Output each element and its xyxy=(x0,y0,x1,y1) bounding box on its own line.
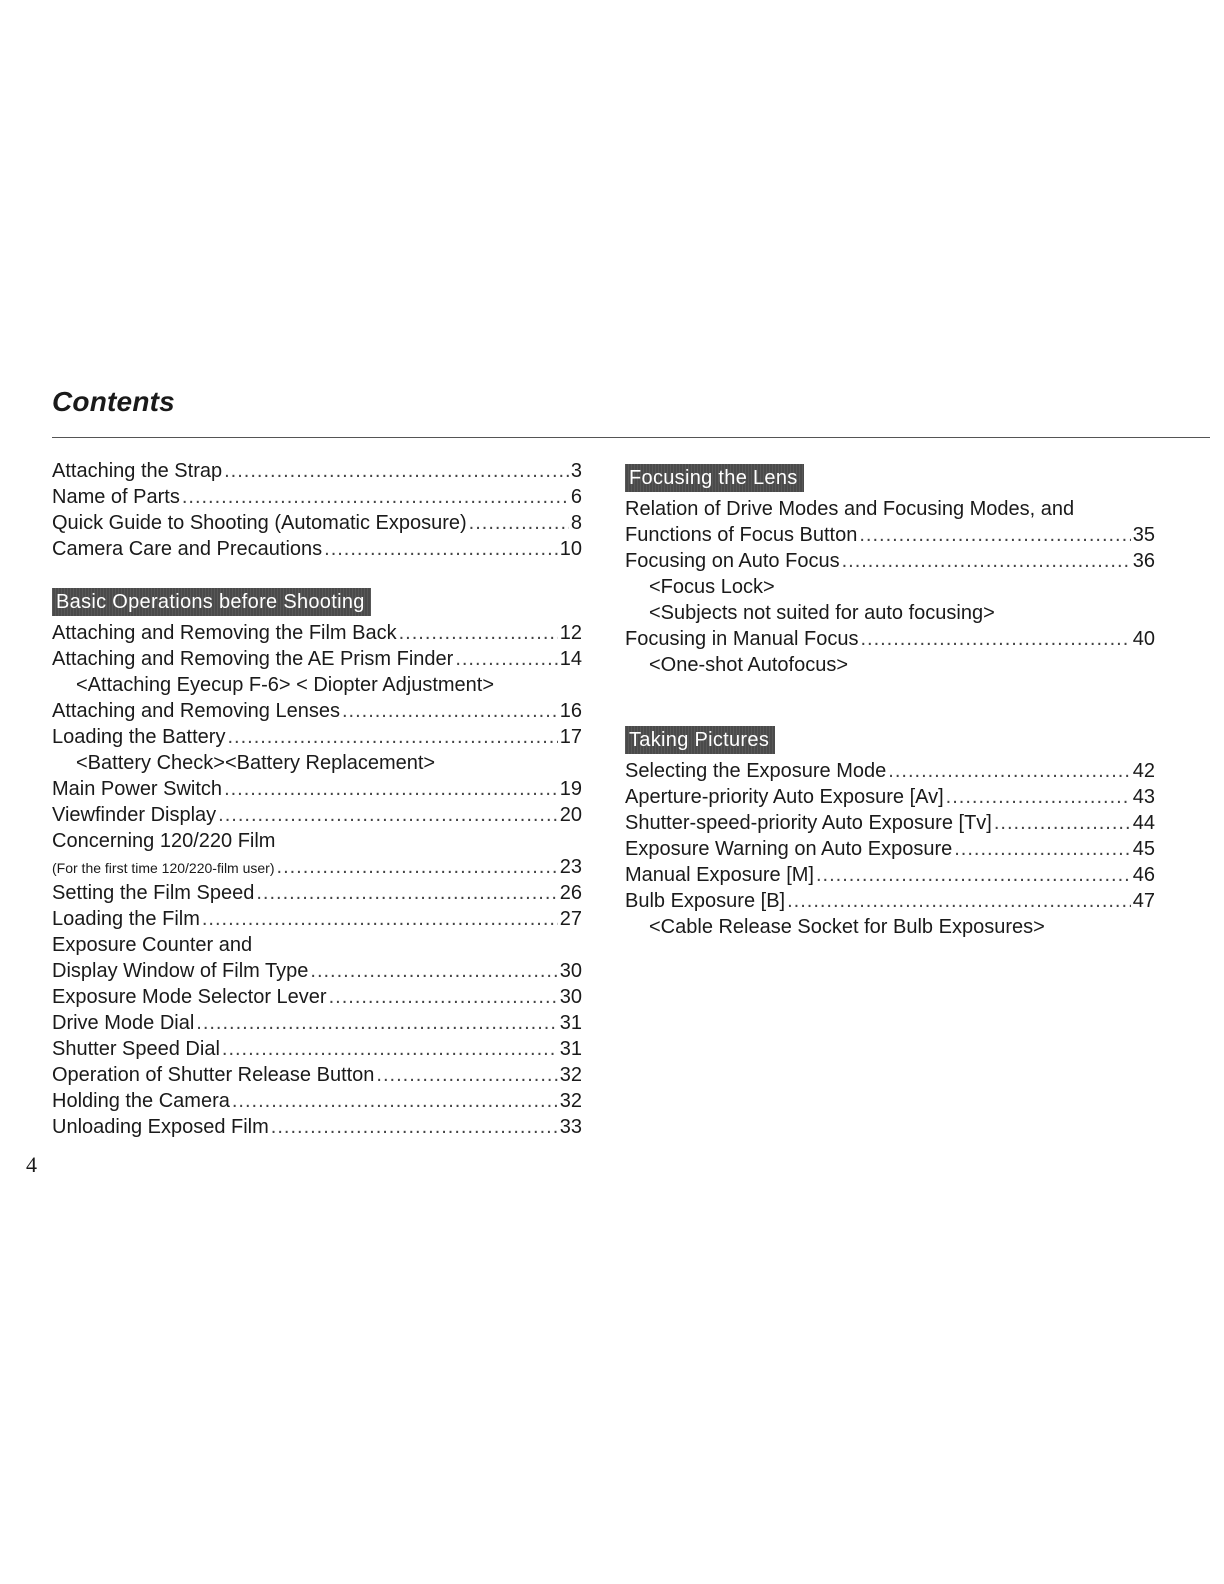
toc-entry-page: 32 xyxy=(559,1064,582,1086)
toc-entry[interactable] xyxy=(52,698,582,724)
toc-entry[interactable] xyxy=(625,836,1155,862)
toc-entry-page: 31 xyxy=(559,1038,582,1060)
toc-leader-dots xyxy=(946,784,1131,810)
toc-entry-page: 42 xyxy=(1132,760,1155,782)
page-number: 4 xyxy=(26,1152,37,1177)
page-title: Contents xyxy=(52,386,175,417)
toc-entry-page: 43 xyxy=(1132,786,1155,808)
toc-entry-page: 30 xyxy=(559,960,582,982)
section-heading-focusing: Focusing the Lens xyxy=(625,464,804,492)
toc-entry-title: Attaching and Removing the AE Prism Finder xyxy=(52,648,454,670)
toc-entry-title: Functions of Focus Button xyxy=(625,524,858,546)
toc-subentry: <One-shot Autofocus> xyxy=(649,654,849,676)
toc-leader-dots xyxy=(329,984,558,1010)
toc-entry[interactable] xyxy=(625,810,1155,836)
toc-entry-page: 16 xyxy=(559,700,582,722)
toc-entry[interactable] xyxy=(52,1036,582,1062)
toc-leader-dots xyxy=(277,854,558,880)
section-heading-taking-pictures: Taking Pictures xyxy=(625,726,775,754)
toc-entry[interactable] xyxy=(625,758,1155,784)
toc-entry-page: 44 xyxy=(1132,812,1155,834)
toc-entry-title: Loading the Film xyxy=(52,908,200,930)
toc-subentry: <Focus Lock> xyxy=(649,576,775,598)
toc-entry-title: Focusing in Manual Focus xyxy=(625,628,859,650)
toc-entry-title: Attaching the Strap xyxy=(52,460,223,482)
toc-leader-dots xyxy=(469,510,569,536)
toc-leader-dots xyxy=(888,758,1130,784)
toc-entry-title: Viewfinder Display xyxy=(52,804,217,826)
section-heading-basic-operations: Basic Operations before Shooting xyxy=(52,588,371,616)
toc-entry-title: Attaching and Removing the Film Back xyxy=(52,622,397,644)
toc-leader-dots xyxy=(399,620,558,646)
toc-leader-dots xyxy=(224,776,558,802)
toc-entry-heading: Concerning 120/220 Film xyxy=(52,830,276,852)
toc-entry[interactable] xyxy=(625,522,1155,548)
toc-leader-dots xyxy=(342,698,558,724)
toc-entry-title: Unloading Exposed Film xyxy=(52,1116,269,1138)
toc-entry-page: 6 xyxy=(570,486,582,508)
toc-entry[interactable] xyxy=(52,1010,582,1036)
toc-entry-title: Exposure Mode Selector Lever xyxy=(52,986,327,1008)
toc-entry[interactable] xyxy=(52,984,582,1010)
toc-entry-title: Attaching and Removing Lenses xyxy=(52,700,340,722)
toc-entry-page: 12 xyxy=(559,622,582,644)
toc-leader-dots xyxy=(954,836,1131,862)
toc-entry[interactable] xyxy=(52,802,582,828)
toc-entry-title: Loading the Battery xyxy=(52,726,226,748)
toc-entry-title: Manual Exposure [M] xyxy=(625,864,814,886)
toc-entry[interactable] xyxy=(52,958,582,984)
toc-entry-title: Focusing on Auto Focus xyxy=(625,550,840,572)
toc-leader-dots xyxy=(994,810,1131,836)
toc-entry-page: 32 xyxy=(559,1090,582,1112)
toc-entry-title: Quick Guide to Shooting (Automatic Exposure) xyxy=(52,512,467,534)
toc-entry[interactable] xyxy=(52,646,582,672)
toc-entry-page: 23 xyxy=(559,856,582,878)
toc-entry[interactable] xyxy=(52,620,582,646)
toc-entry-title: Display Window of Film Type xyxy=(52,960,309,982)
toc-entry-page: 19 xyxy=(559,778,582,800)
toc-entry-title: Shutter Speed Dial xyxy=(52,1038,220,1060)
toc-leader-dots xyxy=(222,1036,558,1062)
toc-entry-title: Operation of Shutter Release Button xyxy=(52,1064,375,1086)
toc-entry-page: 14 xyxy=(559,648,582,670)
toc-entry-title: Exposure Warning on Auto Exposure xyxy=(625,838,953,860)
title-divider xyxy=(52,437,1210,438)
toc-entry-page: 40 xyxy=(1132,628,1155,650)
toc-entry-page: 30 xyxy=(559,986,582,1008)
toc-entry[interactable] xyxy=(52,536,582,562)
toc-leader-dots xyxy=(310,958,557,984)
toc-entry-title: (For the first time 120/220-film user) xyxy=(52,860,275,876)
toc-entry-title: Name of Parts xyxy=(52,486,180,508)
toc-entry[interactable] xyxy=(52,1114,582,1140)
toc-entry[interactable] xyxy=(52,1062,582,1088)
toc-entry-title: Setting the Film Speed xyxy=(52,882,255,904)
toc-entry[interactable] xyxy=(625,548,1155,574)
toc-leader-dots xyxy=(816,862,1131,888)
toc-leader-dots xyxy=(182,484,569,510)
toc-leader-dots xyxy=(232,1088,558,1114)
toc-subentry: <Attaching Eyecup F-6> < Diopter Adjustment> xyxy=(76,674,495,696)
toc-subentry: <Cable Release Socket for Bulb Exposures> xyxy=(649,916,1045,938)
toc-entry-page: 26 xyxy=(559,882,582,904)
toc-leader-dots xyxy=(271,1114,558,1140)
toc-entry-page: 45 xyxy=(1132,838,1155,860)
toc-leader-dots xyxy=(224,458,569,484)
toc-entry-page: 46 xyxy=(1132,864,1155,886)
toc-entry-page: 35 xyxy=(1132,524,1155,546)
toc-entry[interactable] xyxy=(52,1088,582,1114)
toc-entry-title: Selecting the Exposure Mode xyxy=(625,760,887,782)
toc-leader-dots xyxy=(376,1062,557,1088)
toc-leader-dots xyxy=(202,906,558,932)
toc-entry[interactable] xyxy=(625,784,1155,810)
toc-entry[interactable] xyxy=(52,906,582,932)
toc-entry-page: 36 xyxy=(1132,550,1155,572)
toc-entry[interactable] xyxy=(625,862,1155,888)
toc-entry[interactable] xyxy=(52,484,582,510)
toc-entry-page: 33 xyxy=(559,1116,582,1138)
toc-entry-title: Main Power Switch xyxy=(52,778,223,800)
toc-entry-page: 17 xyxy=(559,726,582,748)
toc-entry[interactable] xyxy=(625,888,1155,914)
toc-subentry: <Battery Check><Battery Replacement> xyxy=(76,752,436,774)
toc-entry-page: 8 xyxy=(570,512,582,534)
toc-subentry: <Subjects not suited for auto focusing> xyxy=(649,602,995,624)
toc-leader-dots xyxy=(859,522,1130,548)
toc-leader-dots xyxy=(860,626,1130,652)
toc-entry-page: 3 xyxy=(570,460,582,482)
contents-left-column xyxy=(52,458,582,1140)
toc-entry-page: 10 xyxy=(559,538,582,560)
toc-leader-dots xyxy=(227,724,557,750)
toc-entry-page: 47 xyxy=(1132,890,1155,912)
toc-entry[interactable] xyxy=(52,854,582,880)
toc-leader-dots xyxy=(455,646,557,672)
toc-leader-dots xyxy=(324,536,558,562)
toc-entry[interactable] xyxy=(52,510,582,536)
contents-right-column xyxy=(625,458,1155,940)
toc-entry-heading: Exposure Counter and xyxy=(52,934,253,956)
toc-entry-page: 27 xyxy=(559,908,582,930)
toc-entry-title: Aperture-priority Auto Exposure [Av] xyxy=(625,786,944,808)
toc-leader-dots xyxy=(196,1010,557,1036)
toc-leader-dots xyxy=(842,548,1131,574)
toc-entry-title: Camera Care and Precautions xyxy=(52,538,323,560)
toc-entry-title: Shutter-speed-priority Auto Exposure [Tv] xyxy=(625,812,992,834)
toc-entry-heading: Relation of Drive Modes and Focusing Modes, and xyxy=(625,498,1075,520)
toc-entry[interactable] xyxy=(52,458,582,484)
toc-entry-title: Bulb Exposure [B] xyxy=(625,890,786,912)
toc-entry-page: 20 xyxy=(559,804,582,826)
toc-leader-dots xyxy=(256,880,557,906)
toc-leader-dots xyxy=(218,802,558,828)
toc-entry[interactable] xyxy=(52,776,582,802)
toc-leader-dots xyxy=(787,888,1131,914)
toc-entry[interactable] xyxy=(625,626,1155,652)
toc-entry-title: Holding the Camera xyxy=(52,1090,230,1112)
toc-entry[interactable] xyxy=(52,880,582,906)
toc-entry-title: Drive Mode Dial xyxy=(52,1012,195,1034)
toc-entry[interactable] xyxy=(52,724,582,750)
toc-entry-page: 31 xyxy=(559,1012,582,1034)
